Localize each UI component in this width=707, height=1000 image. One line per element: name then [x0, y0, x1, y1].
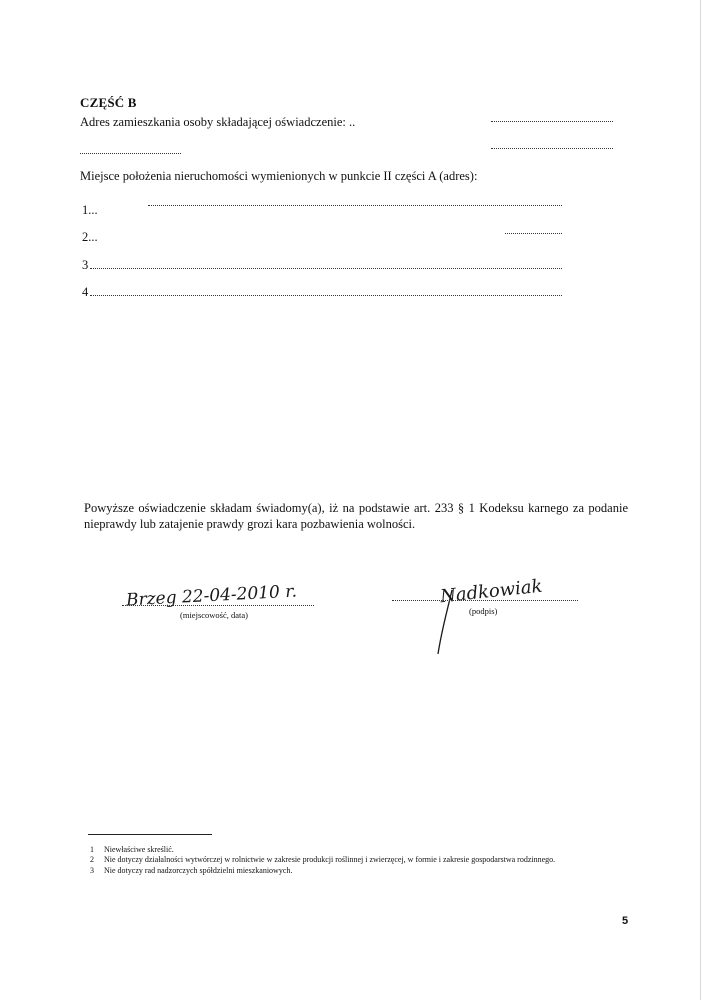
signature-line [392, 600, 578, 601]
address-field-line-1 [491, 121, 613, 122]
footnote-1 [90, 845, 174, 854]
footnote-1-number: 1 [90, 845, 94, 854]
item-4-label: 4 [82, 285, 89, 299]
item-1-line [148, 205, 562, 206]
section-heading: CZĘŚĆ B [80, 95, 137, 110]
place-date-line [122, 605, 314, 606]
address-label: Adres zamieszkania osoby składającej oświadczenie: .. [80, 115, 356, 129]
address-field-line-2 [80, 153, 181, 154]
item-4-line [90, 295, 562, 296]
footnote-1-text: Niewłaściwe skreślić. [104, 845, 174, 854]
footnote-3 [90, 866, 292, 875]
place-date-handwritten: Brzeg 22-04-2010 r. [125, 581, 298, 611]
signature-handwritten: Nadkowiak [439, 575, 544, 608]
item-3-line [90, 268, 562, 269]
location-label: Miejsce położenia nieruchomości wymienionych w punkcie II części A (adres): [80, 169, 478, 183]
item-3-label: 3 [82, 258, 89, 272]
page-number: 5 [622, 915, 629, 927]
footnote-2 [90, 855, 555, 864]
scan-edge [700, 0, 701, 1000]
item-2-line [505, 233, 562, 234]
declaration-statement: Powyższe oświadczenie składam świadomy(a), iż na podstawie art. 233 § 1 Kodeksu karnego za podanie nieprawdy lub zatajenie prawdy grozi kara pozbawienia wolności. [84, 501, 628, 531]
footnote-separator [88, 834, 212, 835]
footnote-2-text: Nie dotyczy działalności wytwórczej w rolnictwie w zakresie produkcji roślinnej i zwierzęcej, w formie i zakresie gospodarstwa rodzinnego. [104, 855, 556, 864]
signature-stroke [430, 588, 460, 658]
signature-caption: (podpis) [469, 606, 498, 616]
place-date-caption: (miejscowość, data) [180, 610, 248, 620]
footnote-3-text: Nie dotyczy rad nadzorczych spółdzielni mieszkaniowych. [104, 866, 293, 875]
footnote-2-number: 2 [90, 855, 94, 864]
item-2-label: 2... [82, 230, 98, 244]
address-field-line-3 [491, 148, 613, 149]
item-1-label: 1... [82, 203, 98, 217]
footnote-3-number: 3 [90, 866, 94, 875]
